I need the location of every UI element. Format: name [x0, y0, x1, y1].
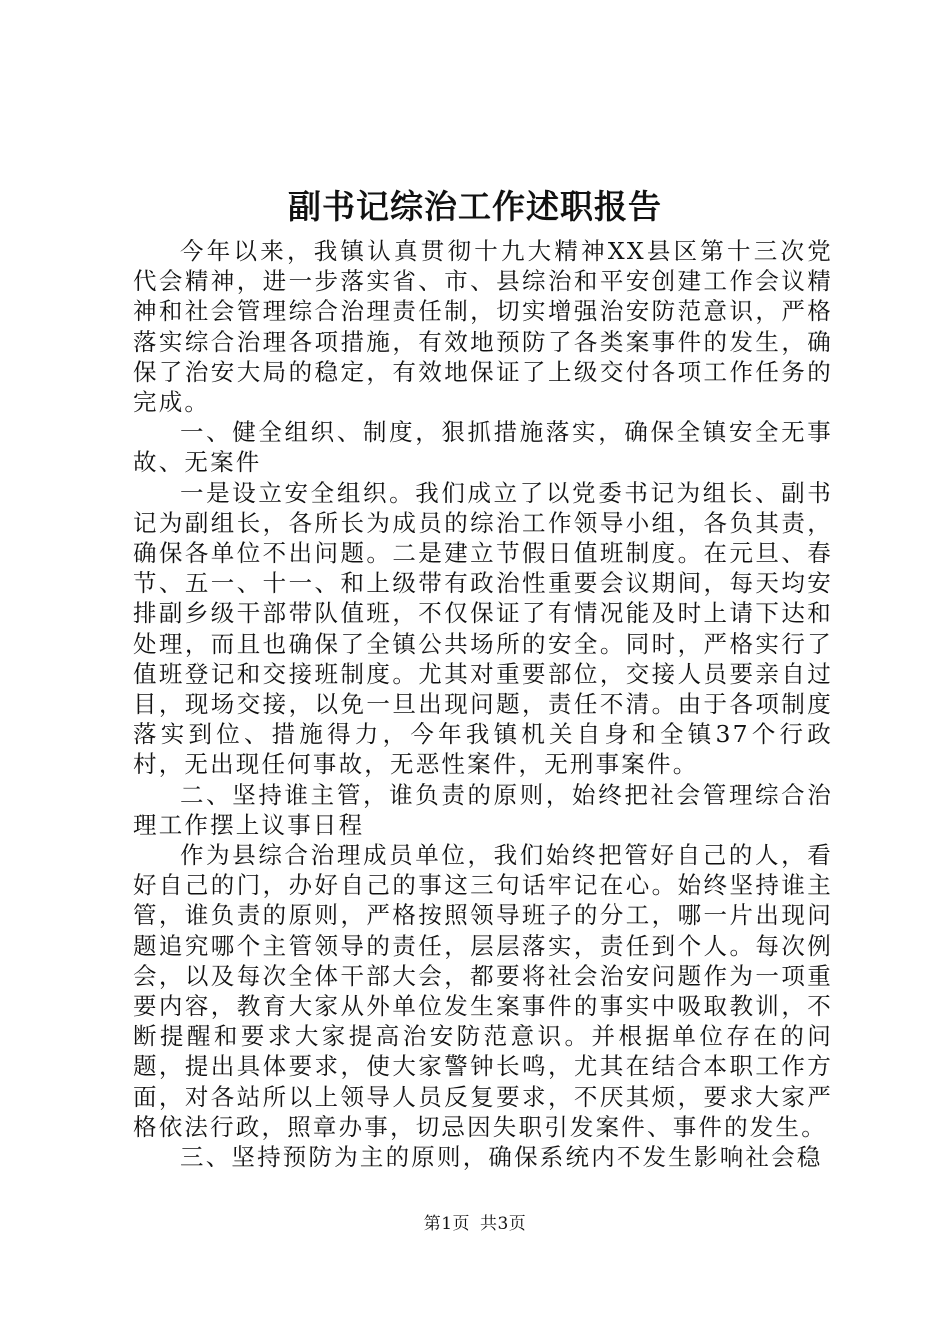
document-body: [133, 236, 833, 1172]
document-title: 副书记综治工作述职报告: [288, 187, 662, 226]
paragraph-intro: 今年以来，我镇认真贯彻十九大精神XX县区第十三次党代会精神，进一步落实省、市、县综治和平安创建工作会议精神和社会管理综合治理责任制，切实增强治安防范意识，严格落实综合治理各项措施，有效地预防了各类案事件的发生，确保了治安大局的稳定，有效地保证了上级交付各项工作任务的完成。: [133, 237, 833, 417]
page-total: 共3页: [479, 1214, 527, 1234]
section-heading-1: 一、健全组织、制度，狠抓措施落实，确保全镇安全无事故、无案件: [133, 418, 833, 477]
section-heading-3: 三、坚持预防为主的原则，确保系统内不发生影响社会稳: [180, 1143, 823, 1172]
paragraph-section-2: 作为县综合治理成员单位，我们始终把管好自己的人，看好自己的门，办好自己的事这三句话牢记在心。始终坚持谁主管，谁负责的原则，严格按照领导班子的分工，哪一片出现问题追究哪个主管领导的责任，层层落实，责任到个人。每次例会，以及每次全体干部大会，都要将社会治安问题作为一项重要内容，教育大家从外单位发生案事件的事实中吸取教训，不断提醒和要求大家提高治安防范意识。并根据单位存在的问题，提出具体要求，使大家警钟长鸣，尤其在结合本职工作方面，对各站所以上领导人员反复要求，不厌其烦，要求大家严格依法行政，照章办事，切忌因失职引发案件、事件的发生。: [133, 841, 833, 1141]
section-heading-2: 二、坚持谁主管，谁负责的原则，始终把社会管理综合治理工作摆上议事日程: [133, 780, 833, 839]
page-number: 第1页: [423, 1214, 471, 1234]
page-footer: [0, 1212, 950, 1236]
paragraph-section-1: 一是设立安全组织。我们成立了以党委书记为组长、副书记为副组长，各所长为成员的综治工作领导小组，各负其责，确保各单位不出问题。二是建立节假日值班制度。在元旦、春节、五一、十一、和上级带有政治性重要会议期间，每天均安排副乡级干部带队值班，不仅保证了有情况能及时上请下达和处理，而且也确保了全镇公共场所的安全。同时，严格实行了值班登记和交接班制度。尤其对重要部位，交接人员要亲自过目，现场交接，以免一旦出现问题，责任不清。由于各项制度落实到位、措施得力，今年我镇机关自身和全镇37个行政村，无出现任何事故，无恶性案件，无刑事案件。: [133, 478, 833, 779]
